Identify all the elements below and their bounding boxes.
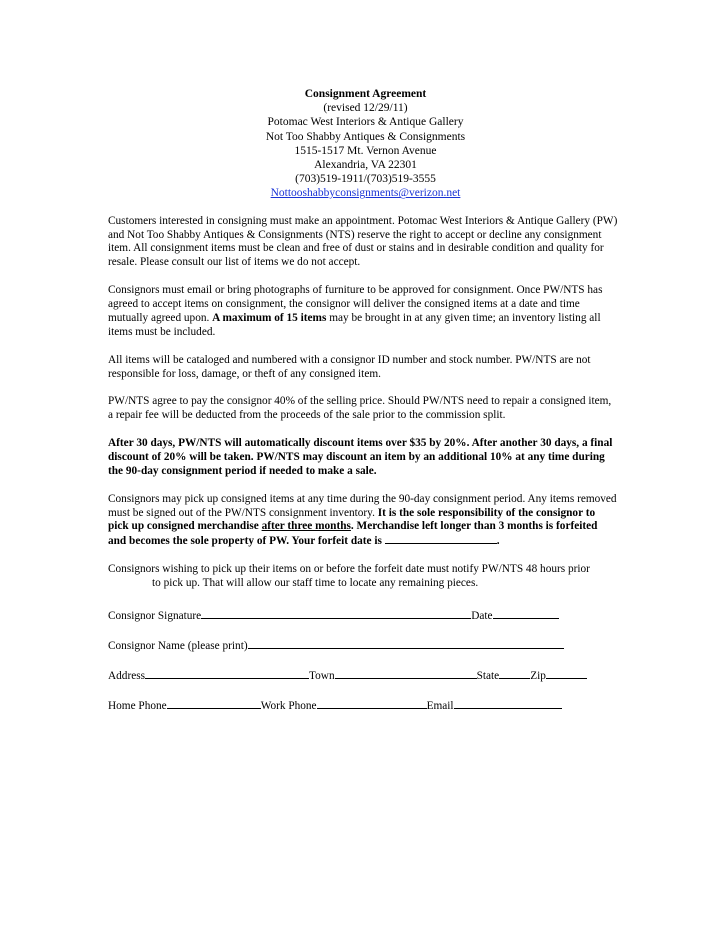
date-label: Date xyxy=(471,610,493,622)
city-state-zip: Alexandria, VA 22301 xyxy=(314,159,417,172)
name-row xyxy=(108,639,618,654)
forfeit-period: . xyxy=(496,535,500,548)
company-name-2: Not Too Shabby Antiques & Consignments xyxy=(265,130,466,143)
agreement-body xyxy=(108,215,618,714)
address-label: Address xyxy=(108,669,146,682)
town-label: Town xyxy=(309,669,335,682)
paragraph-photographs xyxy=(108,284,618,340)
paragraph-photographs-text-a: Consignors must email or bring photographs of furniture to be approved for consignment. Once PW/NTS has agreed to accept items on consignment, the consignor will deliver the consigned items at a date and time mutually agreed upon. xyxy=(108,284,603,324)
document-title: Consignment Agreement xyxy=(304,88,427,100)
forfeit-text: . Merchandise left longer than 3 months is forfeited and becomes the sole property of PW. Your forfeit date is xyxy=(108,520,598,548)
paragraph-cataloged: All items will be cataloged and numbered with a consignor ID number and stock number. PW/NTS are not responsible for loss, damage, or theft of any consigned item. xyxy=(108,353,591,380)
state-field[interactable] xyxy=(499,669,530,679)
paragraph-notify-line-2: to pick up. That will allow our staff time to locate any remaining pieces. xyxy=(152,577,479,590)
paragraph-pickup xyxy=(108,493,618,550)
name-field[interactable] xyxy=(248,639,564,649)
paragraph-payment: PW/NTS agree to pay the consignor 40% of the selling price. Should PW/NTS need to repair a consigned item, a repair fee will be deducted from the proceeds of the sale prior to the commission split. xyxy=(108,395,612,422)
signature-field[interactable] xyxy=(201,609,471,619)
paragraph-appointment: Customers interested in consigning must make an appointment. Potomac West Interiors & Antique Gallery (PW) and Not Too Shabby Antiques & Consignments (NTS) reserve the right to accept or decline any consignment item. All consignment items must be clean and free of dust or stains and in desirable condition and quality for resale. Please consult our list of items we do not accept. xyxy=(108,214,618,269)
address-row xyxy=(108,669,618,684)
name-label: Consignor Name (please print) xyxy=(108,639,248,652)
date-field[interactable] xyxy=(493,609,559,619)
street-address: 1515-1517 Mt. Vernon Avenue xyxy=(294,144,437,157)
email-label: Email xyxy=(426,699,454,712)
phone-row xyxy=(108,699,618,714)
email-link[interactable]: Nottooshabbyconsignments@verizon.net xyxy=(270,187,461,200)
paragraph-notify-line-1: Consignors wishing to pick up their items on or before the forfeit date must notify PW/NTS 48 hours prior xyxy=(108,563,590,576)
revision-date: (revised 12/29/11) xyxy=(323,102,408,115)
paragraph-pickup-text: Consignors may pick up consigned items at any time during the 90-day consignment period. Any items removed must be signed out of the PW/NTS consignment inventory. xyxy=(108,492,617,519)
home-phone-label: Home Phone xyxy=(108,699,167,712)
pickup-responsibility-text: It is the sole responsibility of the consignor to pick up consigned merchandise xyxy=(108,506,596,533)
address-field[interactable] xyxy=(145,669,309,679)
phone-numbers: (703)519-1911/(703)519-3555 xyxy=(295,173,436,186)
signature-label: Consignor Signature xyxy=(108,610,202,622)
document-header xyxy=(113,87,618,201)
max-items-emphasis: A maximum of 15 items xyxy=(212,311,327,324)
paragraph-photographs-text-b: may be brought in at any given time; an inventory listing all items must be included. xyxy=(108,311,601,338)
zip-label: Zip xyxy=(530,669,546,682)
state-label: State xyxy=(476,669,500,682)
signature-row xyxy=(108,609,618,624)
home-phone-field[interactable] xyxy=(167,699,261,709)
zip-field[interactable] xyxy=(546,669,587,679)
email-field[interactable] xyxy=(454,699,562,709)
company-name-1: Potomac West Interiors & Antique Gallery xyxy=(267,116,464,129)
paragraph-notify xyxy=(108,563,618,591)
work-phone-field[interactable] xyxy=(317,699,427,709)
paragraph-discount: After 30 days, PW/NTS will automatically discount items over $35 by 20%. After another 30 days, a final discount of 20% will be taken. PW/NTS may discount an item by an additional 10% at any time during the 90-day consignment period if needed to make a sale. xyxy=(108,437,613,477)
town-field[interactable] xyxy=(335,669,477,679)
after-three-months-text: after three months xyxy=(261,520,351,533)
forfeit-date-field[interactable] xyxy=(385,534,497,544)
work-phone-label: Work Phone xyxy=(260,699,317,712)
